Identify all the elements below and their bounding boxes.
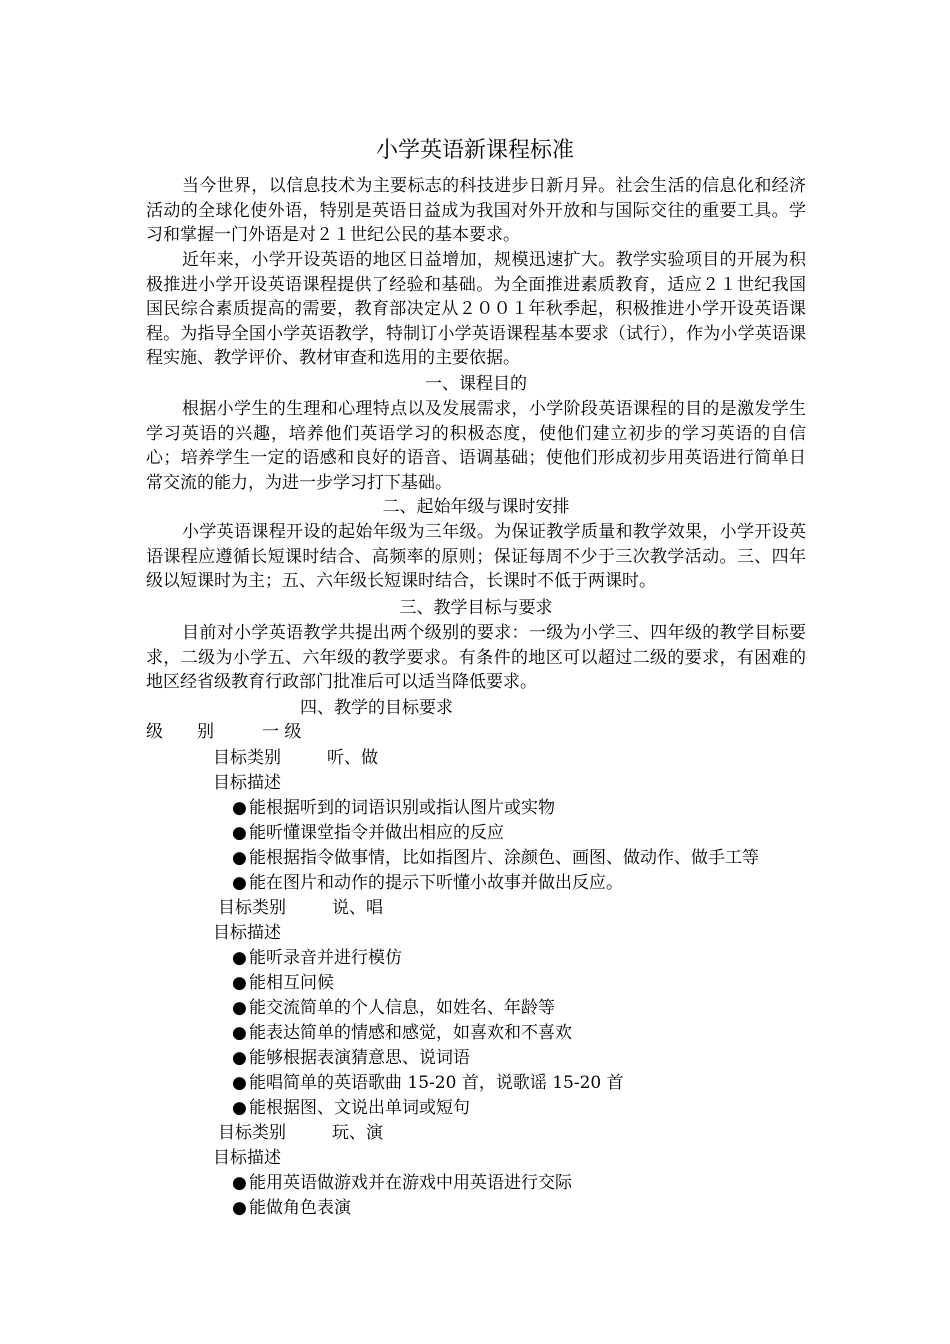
target-type-value: 说、唱	[332, 898, 383, 918]
bullet-icon: ●	[232, 823, 247, 843]
list-item: ● 能根据听到的词语识别或指认图片或实物	[232, 796, 555, 821]
bullet-icon: ●	[232, 1073, 247, 1093]
target-type-label: 目标类别	[218, 1123, 286, 1143]
section-3-heading: 三、教学目标与要求	[399, 598, 553, 618]
target-desc-label: 目标描述	[213, 773, 281, 793]
list-item: ● 能够根据表演猜意思、说词语	[232, 1046, 470, 1071]
bullet-icon: ●	[232, 848, 247, 868]
bullet-icon: ●	[232, 998, 247, 1018]
bullet-icon: ●	[232, 873, 247, 893]
target-type-label: 目标类别	[218, 898, 286, 918]
intro-paragraph-1: 当今世界，以信息技术为主要标志的科技进步日新月异。社会生活的信息化和经济活动的全球化使外语，特别是英语日益成为我国对外开放和与国际交往的重要工具。学习和掌握一门外语是对２１世纪公民的基本要求。	[146, 176, 806, 245]
list-item: ● 能做角色表演	[232, 1196, 351, 1221]
bullet-icon: ●	[232, 1023, 247, 1043]
section-2-heading: 二、起始年级与课时安排	[382, 497, 570, 517]
list-item: ● 能在图片和动作的提示下听懂小故事并做出反应。	[232, 871, 623, 896]
list-item: ● 能根据指令做事情，比如指图片、涂颜色、画图、做动作、做手工等	[232, 846, 759, 871]
bullet-icon: ●	[232, 1198, 247, 1218]
list-item: ● 能听懂课堂指令并做出相应的反应	[232, 821, 504, 846]
list-item: ● 能相互问候	[232, 971, 334, 996]
target-desc-label: 目标描述	[213, 1148, 281, 1168]
list-item: ● 能唱简单的英语歌曲 15-20 首，说歌谣 15-20 首	[232, 1071, 624, 1096]
target-type-label: 目标类别	[213, 748, 281, 768]
list-item: ● 能交流简单的个人信息，如姓名、年龄等	[232, 996, 555, 1021]
section-2-text: 小学英语课程开设的起始年级为三年级。为保证教学质量和教学效果，小学开设英语课程应遵循长短课时结合、高频率的原则；保证每周不少于三次教学活动。三、四年级以短课时为主；五、六年级长短课时结合，长课时不低于两课时。	[146, 522, 806, 591]
level-label: 级 别	[146, 722, 214, 742]
section-1-heading: 一、课程目的	[425, 374, 527, 394]
target-desc-label: 目标描述	[213, 923, 281, 943]
bullet-icon: ●	[232, 1098, 247, 1118]
bullet-icon: ●	[232, 798, 247, 818]
list-item: ● 能根据图、文说出单词或短句	[232, 1096, 470, 1121]
intro-paragraph-2: 近年来，小学开设英语的地区日益增加，规模迅速扩大。教学实验项目的开展为积极推进小学开设英语课程提供了经验和基础。为全面推进素质教育，适应２１世纪我国国民综合素质提高的需要，教育部决定从２００１年秋季起，积极推进小学开设英语课程。为指导全国小学英语教学，特制订小学英语课程基本要求（试行），作为小学英语课程实施、教学评价、教材审查和选用的主要依据。	[146, 250, 806, 368]
list-item: ● 能听录音并进行模仿	[232, 946, 402, 971]
level-value: 一 级	[262, 722, 302, 742]
target-type-value: 玩、演	[332, 1123, 383, 1143]
bullet-icon: ●	[232, 973, 247, 993]
bullet-icon: ●	[232, 1173, 247, 1193]
document-title: 小学英语新课程标准	[375, 138, 574, 163]
section-1-text: 根据小学生的生理和心理特点以及发展需求，小学阶段英语课程的目的是激发学生学习英语的兴趣，培养他们英语学习的积极态度，使他们建立初步的学习英语的自信心；培养学生一定的语感和良好的语音、语调基础；使他们形成初步用英语进行简单日常交流的能力，为进一步学习打下基础。	[146, 399, 806, 493]
list-item: ● 能用英语做游戏并在游戏中用英语进行交际	[232, 1171, 572, 1196]
section-3-text: 目前对小学英语教学共提出两个级别的要求：一级为小学三、四年级的教学目标要求，二级为小学五、六年级的教学要求。有条件的地区可以超过二级的要求，有困难的地区经省级教育行政部门批准后可以适当降低要求。	[146, 623, 806, 692]
bullet-icon: ●	[232, 948, 247, 968]
section-4-heading: 四、教学的目标要求	[300, 698, 453, 718]
target-type-value: 听、做	[327, 748, 378, 768]
bullet-icon: ●	[232, 1048, 247, 1068]
list-item: ● 能表达简单的情感和感觉，如喜欢和不喜欢	[232, 1021, 572, 1046]
